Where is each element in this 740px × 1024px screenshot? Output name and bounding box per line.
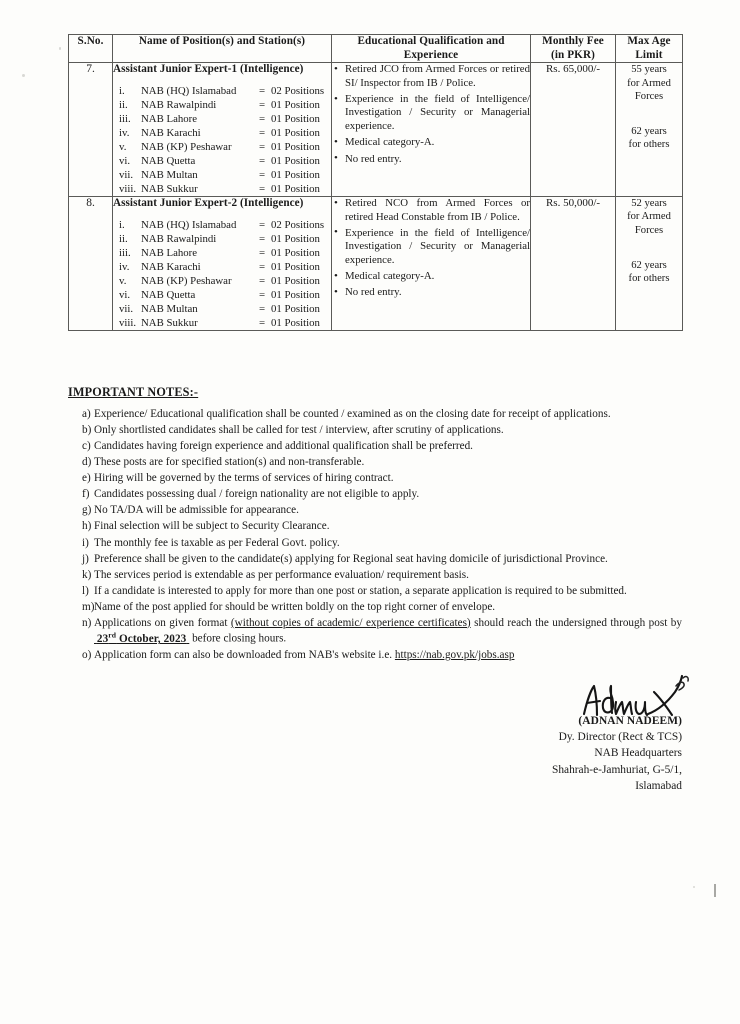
- row-qualification-cell: [332, 63, 531, 197]
- note-text: The monthly fee is taxable as per Federal Govt. policy.: [94, 536, 340, 549]
- scan-artifact: [59, 47, 61, 50]
- note-marker: g): [82, 504, 92, 517]
- column-header-max-age: [616, 35, 683, 63]
- station-row: [113, 218, 331, 232]
- note-item: [68, 439, 682, 454]
- note-text: Name of the post applied for should be written boldly on the top right corner of envelope.: [94, 600, 496, 613]
- qualification-item: • No red entry.: [332, 153, 530, 166]
- note-item: [68, 423, 682, 438]
- row-qualification-cell: [332, 197, 531, 331]
- column-header-position-station: Name of Position(s) and Station(s): [113, 35, 332, 63]
- station-numeral: v.: [119, 140, 127, 153]
- note-marker: i): [82, 536, 89, 549]
- age-others-line2: for others: [628, 139, 670, 151]
- qualification-item: • Experience in the field of Intelligence/ Investigation / Security or Managerial experience.: [332, 227, 530, 267]
- station-equals: =: [259, 302, 266, 315]
- note-marker: j): [82, 552, 89, 565]
- station-name: NAB Quetta: [141, 288, 196, 301]
- deadline-date: [94, 630, 189, 646]
- station-name: NAB Rawalpindi: [141, 232, 217, 245]
- station-count: 01 Position: [271, 182, 320, 195]
- note-marker: d): [82, 456, 92, 469]
- table-row: [69, 197, 683, 331]
- note-n-part2: should reach the undersigned through post by: [470, 616, 682, 629]
- station-name: NAB Sukkur: [141, 316, 198, 329]
- note-marker: e): [82, 472, 91, 485]
- station-count: 01 Position: [271, 302, 320, 315]
- note-item: [68, 471, 682, 486]
- note-marker: m): [82, 600, 95, 613]
- station-row: [113, 302, 331, 316]
- age-others-line1: 62 years: [631, 126, 667, 138]
- station-numeral: i.: [119, 84, 125, 97]
- station-name: NAB (HQ) Islamabad: [141, 84, 237, 97]
- note-item-website: [68, 648, 682, 663]
- age-spacer: [616, 237, 682, 259]
- note-text: If a candidate is interested to apply for more than one post or station, a separate application is required to be submitted.: [94, 584, 627, 597]
- note-text: Only shortlisted candidates shall be called for test / interview, after scrutiny of applications.: [94, 424, 504, 437]
- signatory-office: NAB Headquarters: [594, 747, 682, 760]
- station-name: NAB Quetta: [141, 154, 196, 167]
- station-name: NAB Rawalpindi: [141, 98, 217, 111]
- station-equals: =: [259, 154, 266, 167]
- note-n-underlined-clause: (without copies of academic/ experience certificates): [230, 616, 471, 629]
- station-name: NAB Karachi: [141, 126, 201, 139]
- station-name: NAB (HQ) Islamabad: [141, 218, 237, 231]
- station-count: 01 Position: [271, 316, 320, 329]
- age-armed-line1: 55 years: [631, 64, 667, 76]
- qualification-item: • Retired JCO from Armed Forces or retired SI/ Inspector from IB / Police.: [332, 63, 530, 90]
- station-row: [113, 274, 331, 288]
- station-row: [113, 98, 331, 112]
- age-armed-line2: for Armed: [627, 211, 671, 223]
- station-numeral: vi.: [119, 288, 131, 301]
- station-equals: =: [259, 168, 266, 181]
- station-numeral: v.: [119, 274, 127, 287]
- station-row: [113, 288, 331, 302]
- note-marker: k): [82, 568, 92, 581]
- station-equals: =: [259, 126, 266, 139]
- row-max-age: [616, 197, 683, 331]
- scan-artifact: [693, 886, 695, 888]
- age-armed-line3: Forces: [634, 224, 664, 236]
- column-header-qualification-line1: Educational Qualification and: [357, 35, 505, 47]
- station-numeral: vii.: [119, 168, 134, 181]
- note-o-part1: Application form can also be downloaded from NAB's website i.e.: [94, 649, 395, 662]
- note-item-deadline: [68, 616, 682, 647]
- nab-website-link[interactable]: https://nab.gov.pk/jobs.asp: [394, 649, 515, 662]
- station-row: [113, 140, 331, 154]
- note-item: [68, 536, 682, 551]
- table-header: [69, 35, 683, 63]
- station-name: NAB Lahore: [141, 112, 198, 125]
- station-equals: =: [259, 112, 266, 125]
- station-equals: =: [259, 140, 266, 153]
- age-others-line1: 62 years: [631, 259, 667, 271]
- note-marker: o): [82, 649, 92, 662]
- station-numeral: iv.: [119, 126, 130, 139]
- scan-artifact: [22, 74, 25, 77]
- signatory-city: Islamabad: [635, 779, 682, 792]
- station-numeral: vi.: [119, 154, 131, 167]
- station-count: 02 Positions: [271, 218, 325, 231]
- column-header-sno: S.No.: [69, 35, 113, 63]
- qualification-item: • Retired NCO from Armed Forces or retired Head Constable from IB / Police.: [332, 197, 530, 224]
- deadline-day: 23: [96, 633, 109, 646]
- station-count: 01 Position: [271, 154, 320, 167]
- note-marker: h): [82, 520, 92, 533]
- station-count: 01 Position: [271, 274, 320, 287]
- station-name: NAB Sukkur: [141, 182, 198, 195]
- note-item: [68, 584, 682, 599]
- row-monthly-fee: Rs. 50,000/-: [531, 197, 616, 331]
- note-text: [94, 648, 682, 663]
- station-list: [113, 84, 331, 196]
- station-name: NAB (KP) Peshawar: [141, 274, 232, 287]
- station-count: 01 Position: [271, 246, 320, 259]
- age-others-line2: for others: [628, 273, 670, 285]
- signatory-address: Shahrah-e-Jamhuriat, G-5/1,: [551, 763, 682, 776]
- note-text: No TA/DA will be admissible for appearance.: [94, 504, 299, 517]
- note-n-part1: Applications on given format: [94, 616, 231, 629]
- age-armed-line3: Forces: [634, 90, 664, 102]
- station-numeral: ii.: [119, 232, 128, 245]
- important-notes-list: [68, 407, 682, 664]
- note-text: Final selection will be subject to Security Clearance.: [94, 520, 330, 533]
- station-numeral: viii.: [119, 182, 137, 195]
- station-equals: =: [259, 98, 266, 111]
- station-count: 01 Position: [271, 98, 320, 111]
- station-name: NAB Multan: [141, 302, 198, 315]
- station-equals: =: [259, 246, 266, 259]
- station-name: NAB Karachi: [141, 260, 201, 273]
- row-position-cell: [113, 63, 332, 197]
- column-header-age-line1: Max Age: [627, 35, 671, 47]
- station-row: [113, 112, 331, 126]
- row-position-cell: [113, 197, 332, 331]
- station-numeral: vii.: [119, 302, 134, 315]
- column-header-qualification-line2: Experience: [403, 48, 459, 61]
- column-header-monthly-fee: [531, 35, 616, 63]
- note-text: The services period is extendable as per performance evaluation/ requirement basis.: [94, 568, 469, 581]
- station-row: [113, 154, 331, 168]
- note-item: [68, 487, 682, 502]
- position-title: Assistant Junior Expert-1 (Intelligence): [113, 63, 304, 76]
- station-count: 01 Position: [271, 288, 320, 301]
- column-header-fee-line1: Monthly Fee: [542, 35, 604, 47]
- position-title: Assistant Junior Expert-2 (Intelligence): [113, 197, 304, 210]
- station-count: 01 Position: [271, 168, 320, 181]
- deadline-month-year: October, 2023: [116, 633, 187, 646]
- row-serial-number: 7.: [69, 63, 113, 197]
- qualification-item: • Medical category-A.: [332, 136, 530, 149]
- station-row: [113, 182, 331, 196]
- station-row: [113, 232, 331, 246]
- note-item: [68, 568, 682, 583]
- station-equals: =: [259, 232, 266, 245]
- qualification-item: • Experience in the field of Intelligence/ Investigation / Security or Managerial experience.: [332, 93, 530, 133]
- station-numeral: iii.: [119, 112, 131, 125]
- note-n-part3: before closing hours.: [189, 633, 287, 646]
- table-row: [69, 63, 683, 197]
- station-row: [113, 84, 331, 98]
- station-row: [113, 246, 331, 260]
- signatory-block: [552, 713, 682, 794]
- note-item: [68, 519, 682, 534]
- qualification-list: [332, 63, 530, 166]
- station-count: 01 Position: [271, 232, 320, 245]
- note-item: [68, 600, 682, 615]
- station-numeral: iii.: [119, 246, 131, 259]
- positions-table-container: [68, 34, 682, 331]
- important-notes-heading: IMPORTANT NOTES:-: [68, 385, 199, 399]
- note-text: These posts are for specified station(s) and non-transferable.: [94, 456, 365, 469]
- note-item: [68, 455, 682, 470]
- station-equals: =: [259, 316, 266, 329]
- note-marker: b): [82, 424, 92, 437]
- station-numeral: i.: [119, 218, 125, 231]
- note-text: Preference shall be given to the candidate(s) applying for Regional seat having domicile of jurisdictional Province.: [94, 552, 608, 565]
- station-name: NAB (KP) Peshawar: [141, 140, 232, 153]
- age-armed-line1: 52 years: [631, 198, 667, 210]
- station-equals: =: [259, 260, 266, 273]
- station-equals: =: [259, 274, 266, 287]
- column-header-qualification: [332, 35, 531, 63]
- station-count: 01 Position: [271, 140, 320, 153]
- station-numeral: viii.: [119, 316, 137, 329]
- note-marker: n): [82, 616, 92, 629]
- station-numeral: ii.: [119, 98, 128, 111]
- note-item: [68, 552, 682, 567]
- station-equals: =: [259, 218, 266, 231]
- note-text: Candidates possessing dual / foreign nationality are not eligible to apply.: [94, 488, 420, 501]
- age-spacer: [616, 103, 682, 125]
- station-equals: =: [259, 84, 266, 97]
- scan-edge-mark: [714, 884, 716, 897]
- station-row: [113, 316, 331, 330]
- note-marker: c): [82, 440, 91, 453]
- station-row: [113, 260, 331, 274]
- row-max-age: [616, 63, 683, 197]
- station-list: [113, 218, 331, 330]
- station-count: 01 Position: [271, 112, 320, 125]
- station-count: 01 Position: [271, 260, 320, 273]
- station-equals: =: [259, 182, 266, 195]
- note-text: [94, 616, 682, 647]
- column-header-age-line2: Limit: [635, 48, 663, 61]
- station-row: [113, 168, 331, 182]
- station-name: NAB Multan: [141, 168, 198, 181]
- station-row: [113, 126, 331, 140]
- deadline-day-suffix: rd: [108, 630, 117, 640]
- station-equals: =: [259, 288, 266, 301]
- qualification-item: • No red entry.: [332, 286, 530, 299]
- qualification-list: [332, 197, 530, 300]
- qualification-item: • Medical category-A.: [332, 270, 530, 283]
- note-item: [68, 503, 682, 518]
- note-marker: l): [82, 584, 89, 597]
- station-count: 02 Positions: [271, 84, 325, 97]
- positions-table: [68, 34, 683, 331]
- column-header-fee-line2: (in PKR): [551, 48, 595, 61]
- age-armed-line2: for Armed: [627, 77, 671, 89]
- note-marker: f): [82, 488, 90, 501]
- note-text: Candidates having foreign experience and additional qualification shall be preferred.: [94, 440, 473, 453]
- row-monthly-fee: Rs. 65,000/-: [531, 63, 616, 197]
- row-serial-number: 8.: [69, 197, 113, 331]
- note-text: Hiring will be governed by the terms of services of hiring contract.: [94, 472, 394, 485]
- signatory-name: (ADNAN NADEEM): [578, 715, 682, 727]
- note-text: Experience/ Educational qualification shall be counted / examined as on the closing date for receipt of applications.: [94, 408, 611, 420]
- signatory-designation: Dy. Director (Rect & TCS): [558, 731, 682, 744]
- station-numeral: iv.: [119, 260, 130, 273]
- table-body: [69, 63, 683, 331]
- station-name: NAB Lahore: [141, 246, 198, 259]
- note-marker: a): [82, 408, 91, 420]
- table-header-row: [69, 35, 683, 63]
- note-item: [68, 407, 682, 422]
- station-count: 01 Position: [271, 126, 320, 139]
